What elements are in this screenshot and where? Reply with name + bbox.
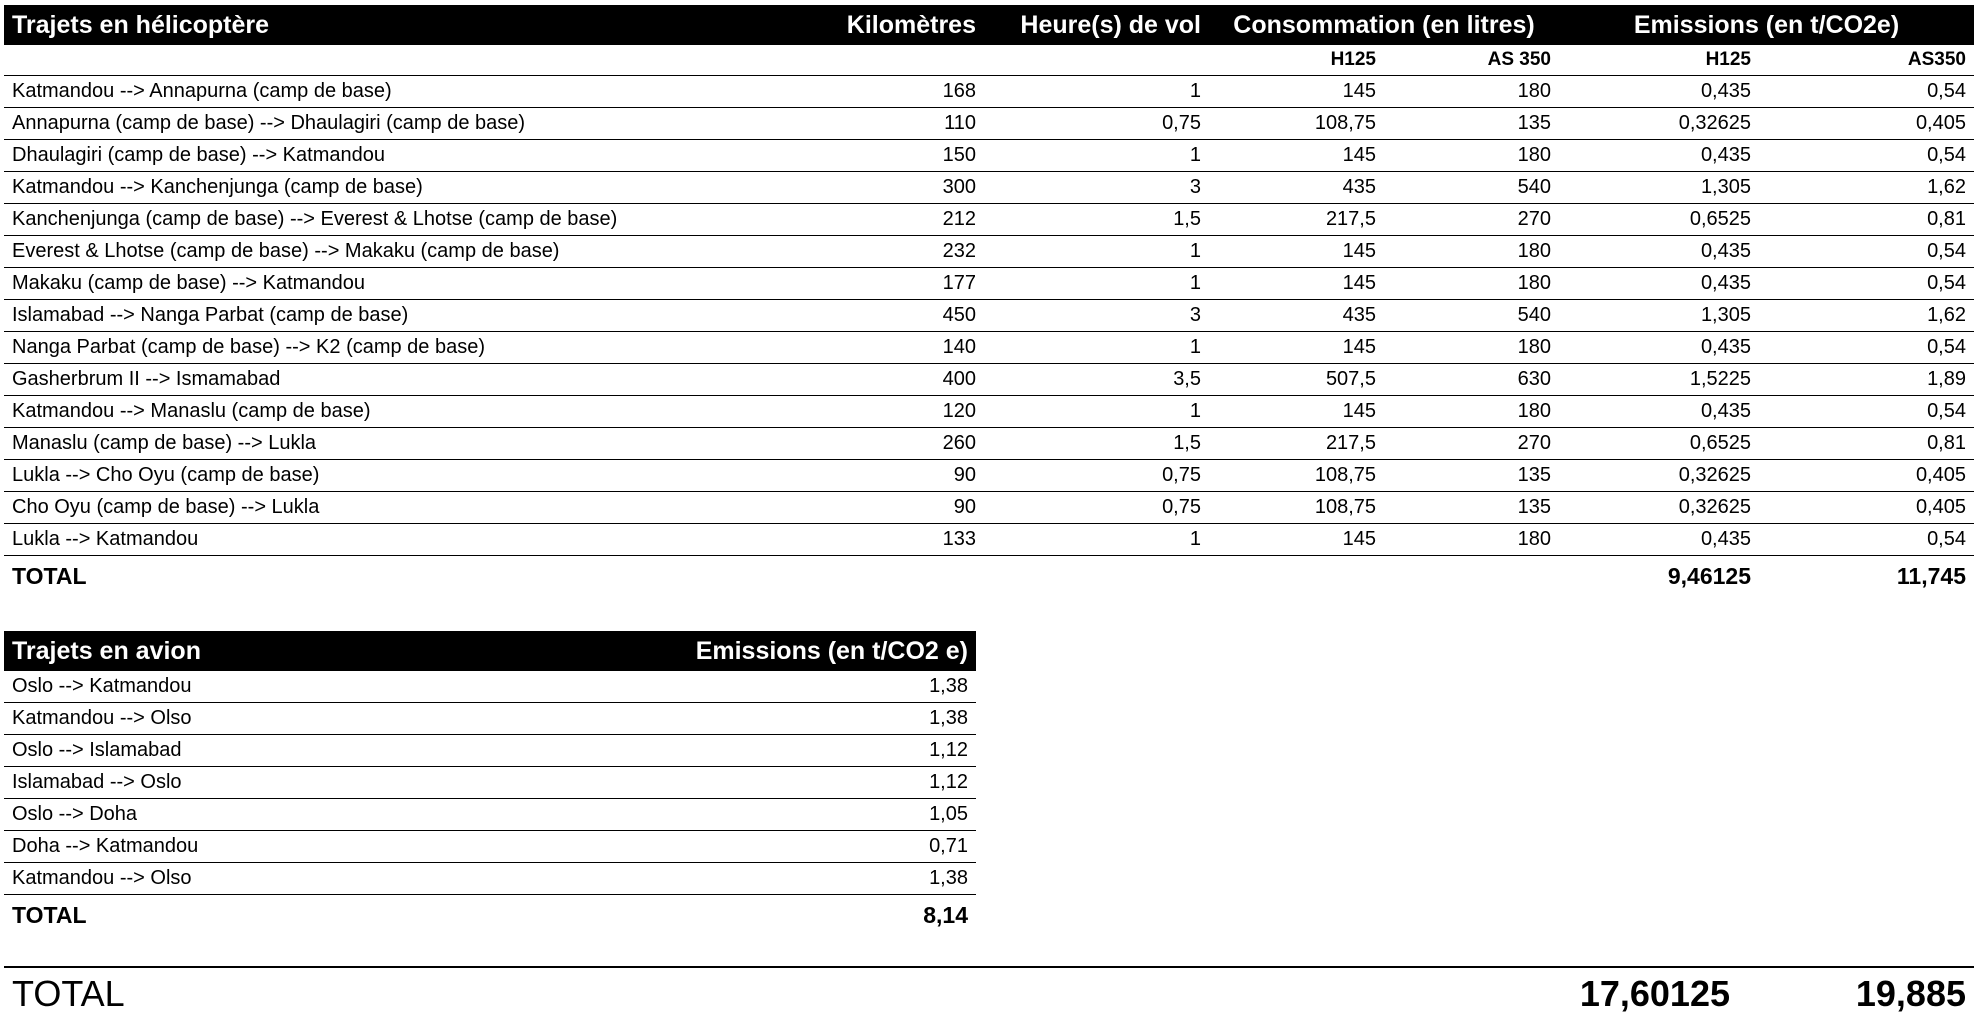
cell-em-as350: 0,405 bbox=[1759, 108, 1974, 140]
cell-route: Kanchenjunga (camp de base) --> Everest & Lhotse (camp de base) bbox=[4, 204, 814, 236]
plane-total-row bbox=[4, 895, 976, 936]
table-row bbox=[4, 671, 976, 703]
cell-hours: 1 bbox=[984, 236, 1209, 268]
cell-hours: 3 bbox=[984, 172, 1209, 204]
cell-cons-h125: 145 bbox=[1209, 268, 1384, 300]
cell-route: Cho Oyu (camp de base) --> Lukla bbox=[4, 492, 814, 524]
table-row bbox=[4, 364, 1974, 396]
cell-em-as350: 0,81 bbox=[1759, 204, 1974, 236]
cell-emissions: 1,38 bbox=[604, 863, 976, 895]
cell-km: 120 bbox=[814, 396, 984, 428]
cell-km: 260 bbox=[814, 428, 984, 460]
cell-em-as350: 0,54 bbox=[1759, 140, 1974, 172]
table-row bbox=[4, 300, 1974, 332]
cell-route: Islamabad --> Nanga Parbat (camp de base) bbox=[4, 300, 814, 332]
cell-cons-h125: 145 bbox=[1209, 76, 1384, 108]
cell-em-as350: 1,62 bbox=[1759, 172, 1974, 204]
cell-em-as350: 0,405 bbox=[1759, 492, 1974, 524]
cell-km: 133 bbox=[814, 524, 984, 556]
cell-km: 232 bbox=[814, 236, 984, 268]
cell-hours: 0,75 bbox=[984, 460, 1209, 492]
table-row bbox=[4, 863, 976, 895]
table-row bbox=[4, 492, 1974, 524]
table-row bbox=[4, 204, 1974, 236]
cell-cons-as350: 270 bbox=[1384, 428, 1559, 460]
cell-km: 300 bbox=[814, 172, 984, 204]
cell-emissions: 1,38 bbox=[604, 703, 976, 735]
cell-cons-h125: 145 bbox=[1209, 396, 1384, 428]
table-row bbox=[4, 428, 1974, 460]
cell-route: Everest & Lhotse (camp de base) --> Makaku (camp de base) bbox=[4, 236, 814, 268]
cell-route: Katmandou --> Annapurna (camp de base) bbox=[4, 76, 814, 108]
subheader-em-h125: H125 bbox=[1559, 45, 1759, 76]
cell-cons-h125: 217,5 bbox=[1209, 204, 1384, 236]
table-row bbox=[4, 172, 1974, 204]
cell-route: Makaku (camp de base) --> Katmandou bbox=[4, 268, 814, 300]
cell-emissions: 0,71 bbox=[604, 831, 976, 863]
cell-route: Manaslu (camp de base) --> Lukla bbox=[4, 428, 814, 460]
table-row bbox=[4, 524, 1974, 556]
helicopter-total-as350: 11,745 bbox=[1896, 562, 1966, 589]
subheader-em-as350: AS350 bbox=[1759, 45, 1974, 76]
cell-route: Gasherbrum II --> Ismamabad bbox=[4, 364, 814, 396]
subheader-empty bbox=[4, 45, 814, 76]
cell-km: 400 bbox=[814, 364, 984, 396]
cell-km: 110 bbox=[814, 108, 984, 140]
header-hours: Heure(s) de vol bbox=[984, 5, 1209, 45]
cell-em-h125: 1,305 bbox=[1559, 300, 1759, 332]
cell-emissions: 1,12 bbox=[604, 767, 976, 799]
total-empty bbox=[1209, 556, 1384, 597]
plane-header-row bbox=[4, 631, 976, 671]
total-empty bbox=[984, 556, 1209, 597]
cell-cons-as350: 180 bbox=[1384, 236, 1559, 268]
cell-hours: 0,75 bbox=[984, 492, 1209, 524]
cell-em-as350: 1,62 bbox=[1759, 300, 1974, 332]
cell-hours: 0,75 bbox=[984, 108, 1209, 140]
cell-em-h125: 0,435 bbox=[1559, 236, 1759, 268]
cell-hours: 1,5 bbox=[984, 204, 1209, 236]
cell-km: 90 bbox=[814, 460, 984, 492]
cell-cons-h125: 145 bbox=[1209, 140, 1384, 172]
cell-em-as350: 0,54 bbox=[1759, 268, 1974, 300]
table-row bbox=[4, 76, 1974, 108]
cell-route: Katmandou --> Kanchenjunga (camp de base) bbox=[4, 172, 814, 204]
cell-cons-as350: 180 bbox=[1384, 268, 1559, 300]
table-row bbox=[4, 703, 976, 735]
cell-km: 450 bbox=[814, 300, 984, 332]
cell-km: 150 bbox=[814, 140, 984, 172]
helicopter-total-h125: 9,46125 bbox=[1667, 562, 1751, 589]
cell-route: Katmandou --> Manaslu (camp de base) bbox=[4, 396, 814, 428]
table-row bbox=[4, 268, 1974, 300]
cell-route: Oslo --> Doha bbox=[4, 799, 604, 831]
plane-header-emissions: Emissions (en t/CO2 e) bbox=[604, 631, 976, 671]
helicopter-table bbox=[4, 5, 1974, 596]
cell-hours: 1 bbox=[984, 140, 1209, 172]
table-row bbox=[4, 460, 1974, 492]
cell-cons-as350: 540 bbox=[1384, 300, 1559, 332]
cell-route: Katmandou --> Olso bbox=[4, 703, 604, 735]
cell-route: Lukla --> Cho Oyu (camp de base) bbox=[4, 460, 814, 492]
subheader-empty bbox=[984, 45, 1209, 76]
cell-hours: 1 bbox=[984, 396, 1209, 428]
cell-route: Nanga Parbat (camp de base) --> K2 (camp de base) bbox=[4, 332, 814, 364]
plane-total-label: TOTAL bbox=[12, 901, 87, 928]
plane-table bbox=[4, 631, 976, 935]
cell-hours: 1 bbox=[984, 76, 1209, 108]
cell-km: 90 bbox=[814, 492, 984, 524]
table-row bbox=[4, 108, 1974, 140]
cell-em-as350: 0,54 bbox=[1759, 396, 1974, 428]
subheader-empty bbox=[814, 45, 984, 76]
cell-cons-h125: 507,5 bbox=[1209, 364, 1384, 396]
cell-em-as350: 1,89 bbox=[1759, 364, 1974, 396]
table-row bbox=[4, 236, 1974, 268]
cell-em-h125: 0,32625 bbox=[1559, 108, 1759, 140]
cell-cons-as350: 135 bbox=[1384, 108, 1559, 140]
cell-em-h125: 0,435 bbox=[1559, 396, 1759, 428]
cell-cons-as350: 135 bbox=[1384, 460, 1559, 492]
cell-km: 140 bbox=[814, 332, 984, 364]
table-row bbox=[4, 140, 1974, 172]
plane-total-value: 8,14 bbox=[923, 901, 968, 928]
cell-route: Oslo --> Katmandou bbox=[4, 671, 604, 703]
cell-emissions: 1,12 bbox=[604, 735, 976, 767]
cell-cons-as350: 180 bbox=[1384, 332, 1559, 364]
table-row bbox=[4, 831, 976, 863]
cell-route: Islamabad --> Oslo bbox=[4, 767, 604, 799]
cell-emissions: 1,05 bbox=[604, 799, 976, 831]
total-empty bbox=[814, 556, 984, 597]
grand-total-divider bbox=[4, 966, 1974, 968]
grand-total-h125: 17,60125 bbox=[1579, 973, 1730, 1014]
cell-km: 212 bbox=[814, 204, 984, 236]
cell-cons-h125: 108,75 bbox=[1209, 460, 1384, 492]
cell-cons-h125: 108,75 bbox=[1209, 492, 1384, 524]
table-row bbox=[4, 767, 976, 799]
grand-total-label: TOTAL bbox=[12, 973, 125, 1014]
cell-route: Dhaulagiri (camp de base) --> Katmandou bbox=[4, 140, 814, 172]
cell-cons-h125: 435 bbox=[1209, 172, 1384, 204]
header-emissions: Emissions (en t/CO2e) bbox=[1559, 5, 1974, 45]
cell-em-as350: 0,54 bbox=[1759, 236, 1974, 268]
cell-em-as350: 0,54 bbox=[1759, 524, 1974, 556]
cell-cons-h125: 108,75 bbox=[1209, 108, 1384, 140]
cell-cons-h125: 435 bbox=[1209, 300, 1384, 332]
cell-cons-h125: 145 bbox=[1209, 236, 1384, 268]
cell-em-h125: 0,6525 bbox=[1559, 204, 1759, 236]
cell-route: Doha --> Katmandou bbox=[4, 831, 604, 863]
cell-em-h125: 0,32625 bbox=[1559, 460, 1759, 492]
table-row bbox=[4, 396, 1974, 428]
cell-hours: 1 bbox=[984, 268, 1209, 300]
cell-cons-as350: 270 bbox=[1384, 204, 1559, 236]
subheader-cons-h125: H125 bbox=[1209, 45, 1384, 76]
cell-cons-as350: 630 bbox=[1384, 364, 1559, 396]
helicopter-total-row bbox=[4, 556, 1974, 597]
cell-route: Oslo --> Islamabad bbox=[4, 735, 604, 767]
table-row bbox=[4, 735, 976, 767]
cell-em-as350: 0,81 bbox=[1759, 428, 1974, 460]
cell-cons-as350: 180 bbox=[1384, 396, 1559, 428]
cell-hours: 1 bbox=[984, 524, 1209, 556]
total-empty bbox=[1384, 556, 1559, 597]
cell-hours: 3 bbox=[984, 300, 1209, 332]
cell-cons-as350: 180 bbox=[1384, 524, 1559, 556]
subheader-cons-as350: AS 350 bbox=[1384, 45, 1559, 76]
header-km: Kilomètres bbox=[814, 5, 984, 45]
cell-cons-h125: 217,5 bbox=[1209, 428, 1384, 460]
cell-hours: 3,5 bbox=[984, 364, 1209, 396]
cell-cons-as350: 180 bbox=[1384, 76, 1559, 108]
helicopter-subheader-row bbox=[4, 45, 1974, 76]
cell-cons-as350: 135 bbox=[1384, 492, 1559, 524]
cell-em-as350: 0,54 bbox=[1759, 76, 1974, 108]
cell-hours: 1,5 bbox=[984, 428, 1209, 460]
cell-route: Lukla --> Katmandou bbox=[4, 524, 814, 556]
cell-route: Annapurna (camp de base) --> Dhaulagiri (camp de base) bbox=[4, 108, 814, 140]
helicopter-header-row bbox=[4, 5, 1974, 45]
cell-em-h125: 0,435 bbox=[1559, 332, 1759, 364]
cell-cons-as350: 540 bbox=[1384, 172, 1559, 204]
cell-hours: 1 bbox=[984, 332, 1209, 364]
header-route: Trajets en hélicoptère bbox=[4, 5, 814, 45]
cell-em-as350: 0,54 bbox=[1759, 332, 1974, 364]
header-consumption: Consommation (en litres) bbox=[1209, 5, 1559, 45]
cell-km: 177 bbox=[814, 268, 984, 300]
cell-cons-h125: 145 bbox=[1209, 332, 1384, 364]
cell-cons-as350: 180 bbox=[1384, 140, 1559, 172]
cell-em-h125: 1,5225 bbox=[1559, 364, 1759, 396]
cell-km: 168 bbox=[814, 76, 984, 108]
cell-em-h125: 0,32625 bbox=[1559, 492, 1759, 524]
cell-route: Katmandou --> Olso bbox=[4, 863, 604, 895]
cell-em-h125: 0,435 bbox=[1559, 140, 1759, 172]
cell-em-h125: 1,305 bbox=[1559, 172, 1759, 204]
plane-header-route: Trajets en avion bbox=[4, 631, 604, 671]
table-row bbox=[4, 799, 976, 831]
cell-em-h125: 0,6525 bbox=[1559, 428, 1759, 460]
cell-emissions: 1,38 bbox=[604, 671, 976, 703]
grand-total-as350: 19,885 bbox=[1855, 973, 1966, 1014]
table-row bbox=[4, 332, 1974, 364]
cell-em-h125: 0,435 bbox=[1559, 268, 1759, 300]
cell-em-h125: 0,435 bbox=[1559, 76, 1759, 108]
cell-cons-h125: 145 bbox=[1209, 524, 1384, 556]
helicopter-total-label: TOTAL bbox=[12, 562, 87, 589]
cell-em-as350: 0,405 bbox=[1759, 460, 1974, 492]
cell-em-h125: 0,435 bbox=[1559, 524, 1759, 556]
